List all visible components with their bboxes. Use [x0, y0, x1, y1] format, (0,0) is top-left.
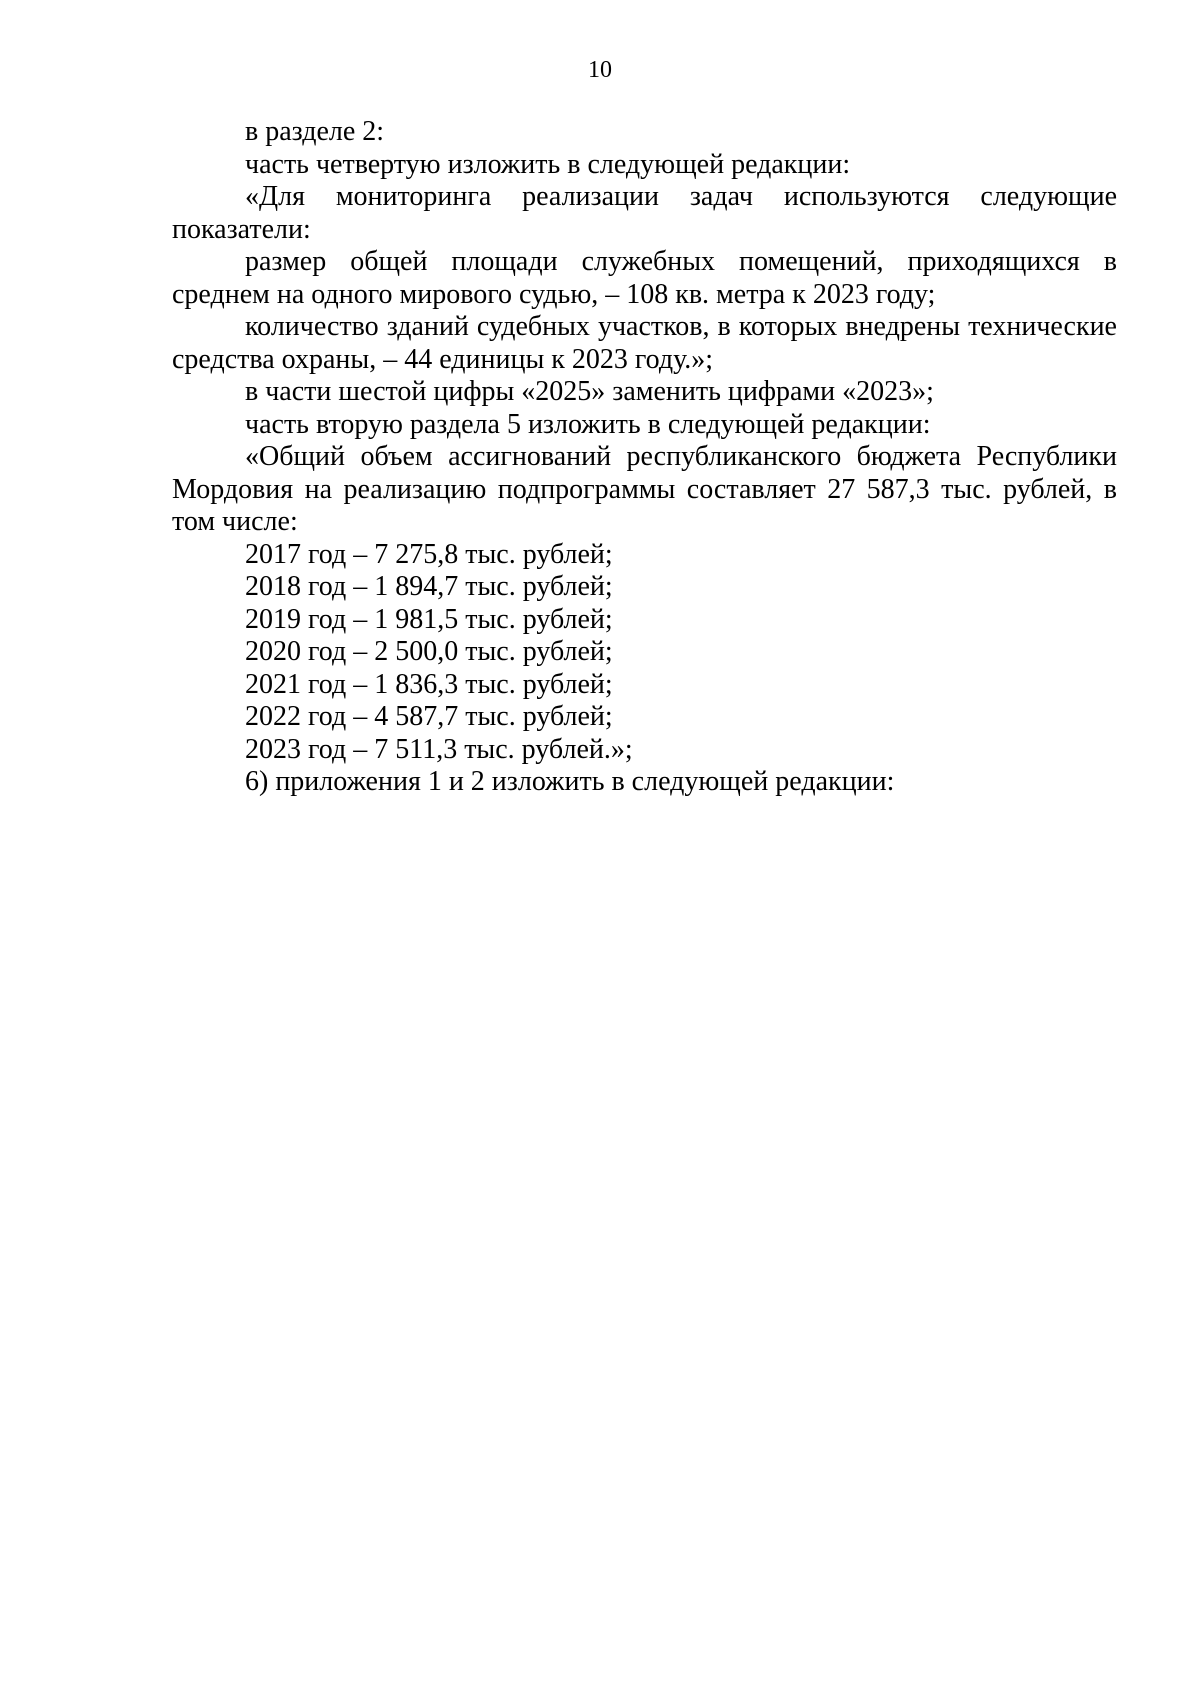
budget-year-2022: 2022 год – 4 587,7 тыс. рублей;: [245, 701, 613, 732]
budget-year-2017: 2017 год – 7 275,8 тыс. рублей;: [245, 538, 613, 570]
paragraph-part-four: часть четвертую изложить в следующей редакции:: [245, 148, 851, 180]
paragraph-monitoring: «Для мониторинга реализации задач используются следующие показатели:: [172, 181, 1117, 245]
paragraph-budget-total: «Общий объем ассигнований республиканского бюджета Республики Мордовия на реализацию подпрограммы составляет 27 587,3 тыс. рублей, в том числе:: [172, 441, 1117, 537]
paragraph-section-2: в разделе 2:: [245, 116, 385, 147]
budget-year-2018: 2018 год – 1 894,7 тыс. рублей;: [245, 571, 613, 602]
budget-year-2020: 2020 год – 2 500,0 тыс. рублей;: [245, 636, 613, 667]
paragraph-office-area: размер общей площади служебных помещений, приходящихся в среднем на одного мирового судью, – 108 кв. метра к 2023 году;: [172, 246, 1117, 310]
budget-year-2019: 2019 год – 1 981,5 тыс. рублей;: [245, 603, 613, 635]
budget-year-2023: 2023 год – 7 511,3 тыс. рублей.»;: [245, 733, 633, 765]
paragraph-part-six: в части шестой цифры «2025» заменить цифрами «2023»;: [245, 376, 934, 407]
document-body: [172, 116, 1117, 799]
paragraph-appendices: 6) приложения 1 и 2 изложить в следующей редакции:: [245, 766, 895, 797]
page-number: 10: [588, 57, 612, 83]
budget-year-2021: 2021 год – 1 836,3 тыс. рублей;: [245, 668, 613, 700]
paragraph-security-means: количество зданий судебных участков, в которых внедрены технические средства охраны, – 44 единицы к 2023 году.»;: [172, 311, 1117, 375]
paragraph-section-5: часть вторую раздела 5 изложить в следующей редакции:: [245, 408, 931, 440]
